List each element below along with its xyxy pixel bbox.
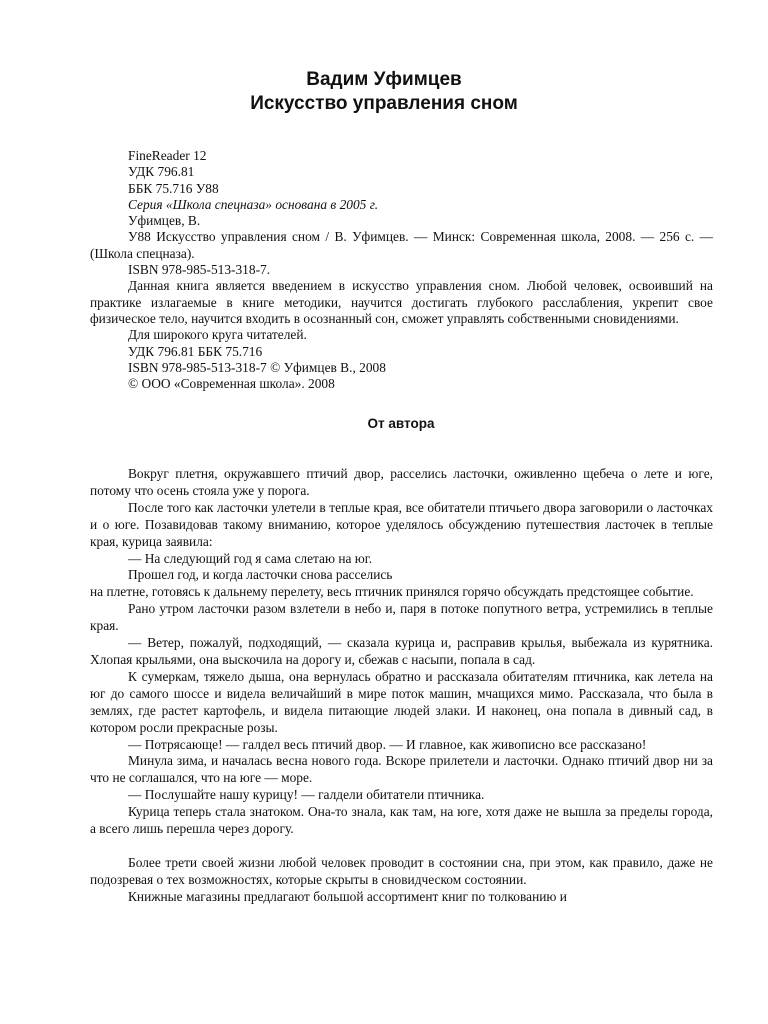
meta-line: Для широкого круга читателей. (128, 327, 307, 343)
meta-line: ISBN 978-985-513-318-7 © Уфимцев В., 2008 (128, 359, 386, 375)
paragraph: Книжные магазины предлагают большой ассортимент книг по толкованию и (128, 888, 567, 904)
paragraph: Минула зима, и началась весна нового года. Вскоре прилетели и ласточки. Однако птичий двор ни за что не соглашался, что на юге — море. (90, 753, 713, 786)
paragraph: Вокруг плетня, окружавшего птичий двор, расселись ласточки, оживленно щебеча о лете и юге, потому что осень стояла уже у порога. (90, 466, 713, 498)
section-heading: От автора (367, 416, 435, 431)
meta-line: У88 Искусство управления сном / В. Уфимцев. — Минск: Современная школа, 2008. — 256 с. — (Школа спецназа). (90, 229, 713, 261)
paragraph: на плетне, готовясь к дальнему перелету, весь птичник принялся горячо обсуждать предстоящее событие. (90, 584, 694, 600)
book-title: Искусство управления сном (250, 93, 518, 114)
author-name: Вадим Уфимцев (306, 69, 462, 90)
meta-line: УДК 796.81 (128, 164, 195, 180)
series-note: Серия «Школа спецназа» основана в 2005 г. (128, 196, 379, 212)
body-text (90, 466, 713, 906)
meta-line: © ООО «Современная школа». 2008 (128, 376, 335, 392)
meta-line: Уфимцев, В. (128, 213, 201, 229)
paragraph: — Послушайте нашу курицу! — галдели обитатели птичника. (128, 787, 485, 803)
meta-line: УДК 796.81 ББК 75.716 (128, 343, 263, 359)
meta-line: FineReader 12 (128, 148, 207, 163)
paragraph: — Ветер, пожалуй, подходящий, — сказала курица и, расправив крылья, выбежала из курятника. Хлопая крыльями, она выскочила на дорогу и, сбежав с насыпи, попала в сад. (90, 635, 713, 667)
paragraph: — На следующий год я сама слетаю на юг. (128, 550, 373, 566)
paragraph: Более трети своей жизни любой человек проводит в состоянии сна, при этом, как правило, даже не подозревая о тех возможностях, которые скрыты в сновидческом состоянии. (90, 854, 713, 887)
paragraph: Прошел год, и когда ласточки снова расселись (128, 567, 393, 583)
meta-line: ISBN 978-985-513-318-7. (128, 262, 271, 278)
paragraph: К сумеркам, тяжело дыша, она вернулась обратно и рассказала обитателям птичника, как летела на юг до самого шоссе и видела величайший в мире поток машин, мчащихся мимо. Рассказала, что была в землях, где растет картофель, и видела питающие людей злаки. И наконец, она попала в дивный сад, в котором росли прекрасные розы. (90, 668, 713, 735)
paragraph: — Потрясающе! — галдел весь птичий двор. — И главное, как живописно все рассказано! (128, 736, 647, 752)
paragraph: Рано утром ласточки разом взлетели в небо и, паря в потоке попутного ветра, устремились в теплые края. (90, 601, 713, 634)
bibliographic-info (90, 148, 713, 392)
meta-line: ББК 75.716 У88 (128, 180, 219, 196)
paragraph: Курица теперь стала знатоком. Она-то знала, как там, на юге, хотя даже не вышла за пределы города, а всего лишь перешла через дорогу. (90, 804, 713, 837)
paragraph: После того как ласточки улетели в теплые края, все обитатели птичьего двора заговорили о ласточках и о юге. Позавидовав такому вниманию, которое уделялось обсуждению путешествия ласточек в теплые края, курица заявила: (90, 499, 713, 549)
annotation: Данная книга является введением в искусство управления сном. Любой человек, освоивший на практике излагаемые в книге методики, научится достигать глубокого расслабления, укрепит свое физическое тело, научится входить в осознанный сон, сможет управлять собственными сновидениями. (90, 278, 713, 326)
